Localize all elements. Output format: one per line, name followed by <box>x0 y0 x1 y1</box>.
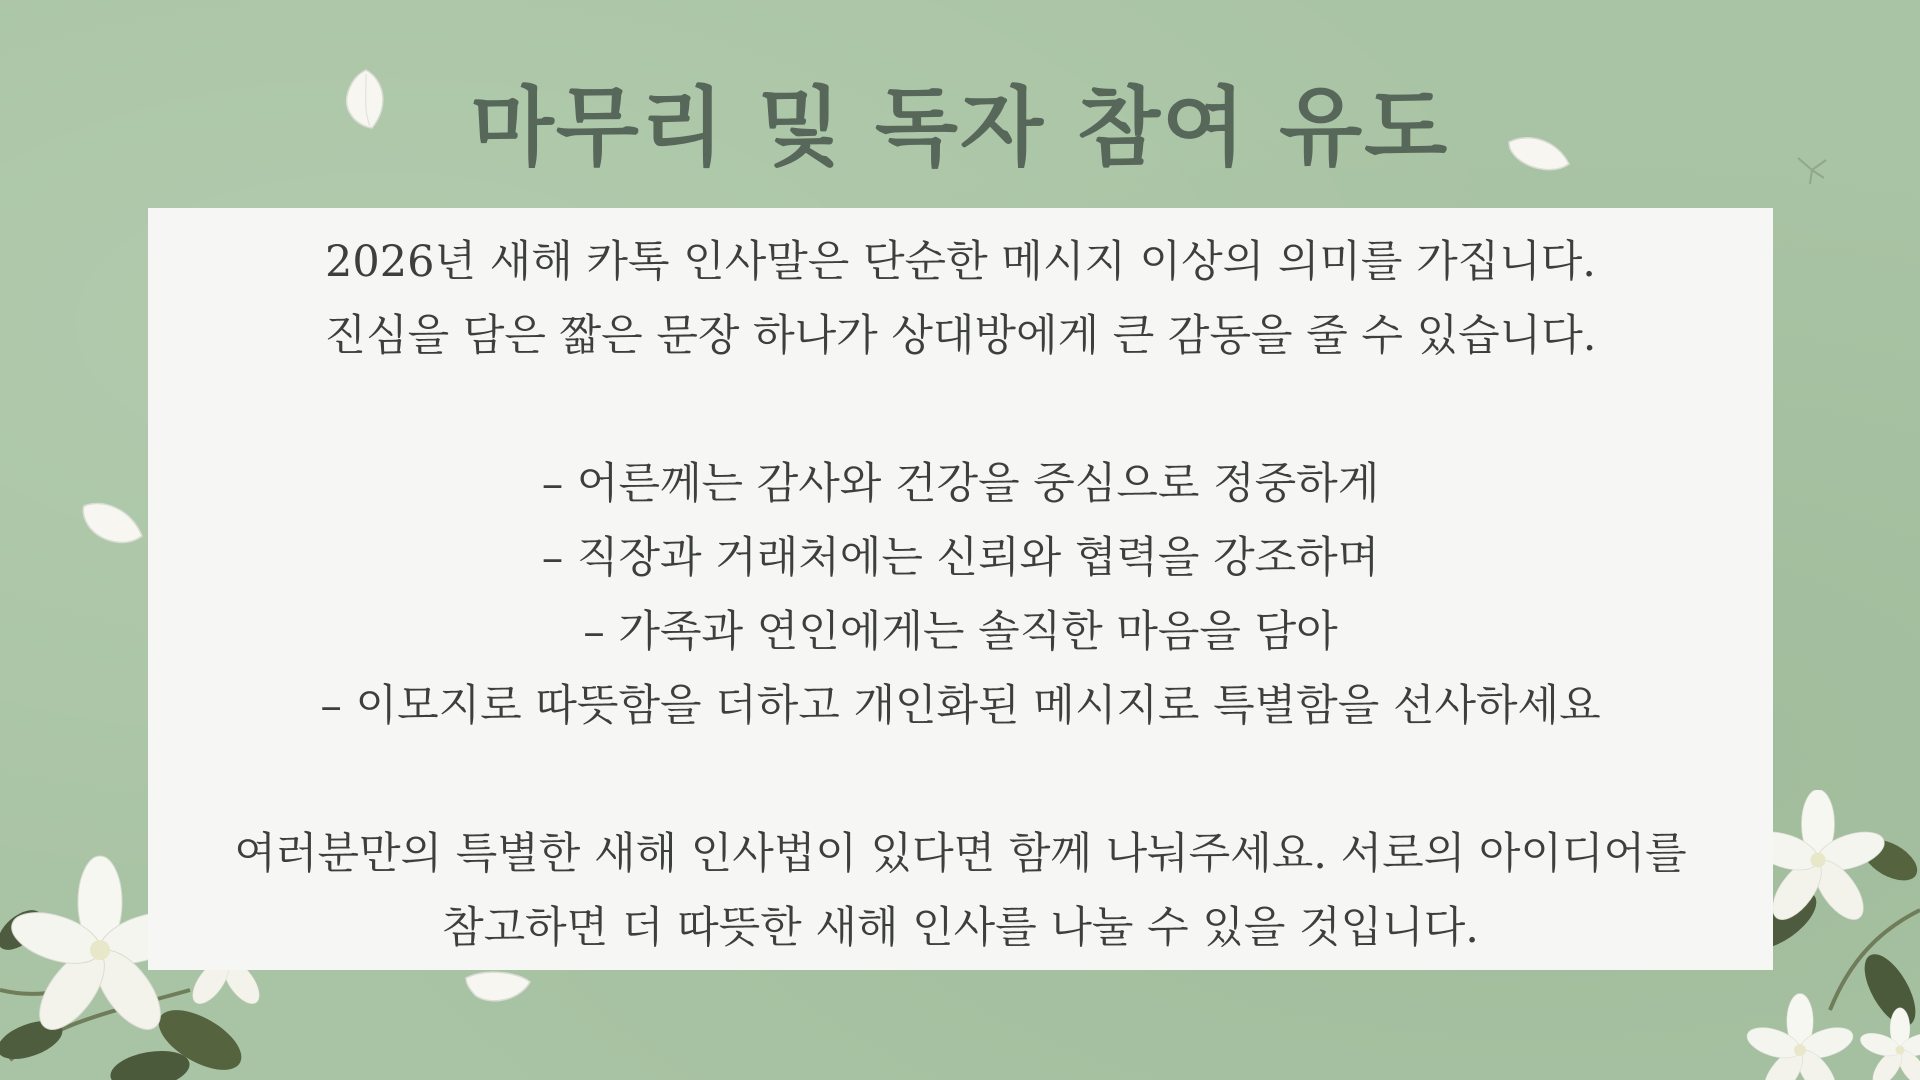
bullet-item: – 어른께는 감사와 건강을 중심으로 정중하게 <box>541 459 1380 509</box>
content-panel <box>148 208 1773 970</box>
bullet-item: – 이모지로 따뜻함을 더하고 개인화된 메시지로 특별함을 선사하세요 <box>320 681 1601 731</box>
bullet-item: – 가족과 연인에게는 솔직한 마음을 담아 <box>583 607 1338 657</box>
bullet-item: – 직장과 거래처에는 신뢰와 협력을 강조하며 <box>541 533 1380 583</box>
petal-decoration <box>78 496 148 556</box>
closing-line: 참고하면 더 따뜻한 새해 인사를 나눌 수 있을 것입니다. <box>442 903 1479 953</box>
closing-line: 여러분만의 특별한 새해 인사법이 있다면 함께 나눠주세요. 서로의 아이디어를 <box>234 829 1687 879</box>
petal-decoration <box>462 968 534 1008</box>
intro-line: 2026년 새해 카톡 인사말은 단순한 메시지 이상의 의미를 가집니다. <box>325 237 1596 287</box>
intro-line: 진심을 담은 짧은 문장 하나가 상대방에게 큰 감동을 줄 수 있습니다. <box>324 311 1597 361</box>
slide-title: 마무리 및 독자 참여 유도 <box>470 78 1450 178</box>
